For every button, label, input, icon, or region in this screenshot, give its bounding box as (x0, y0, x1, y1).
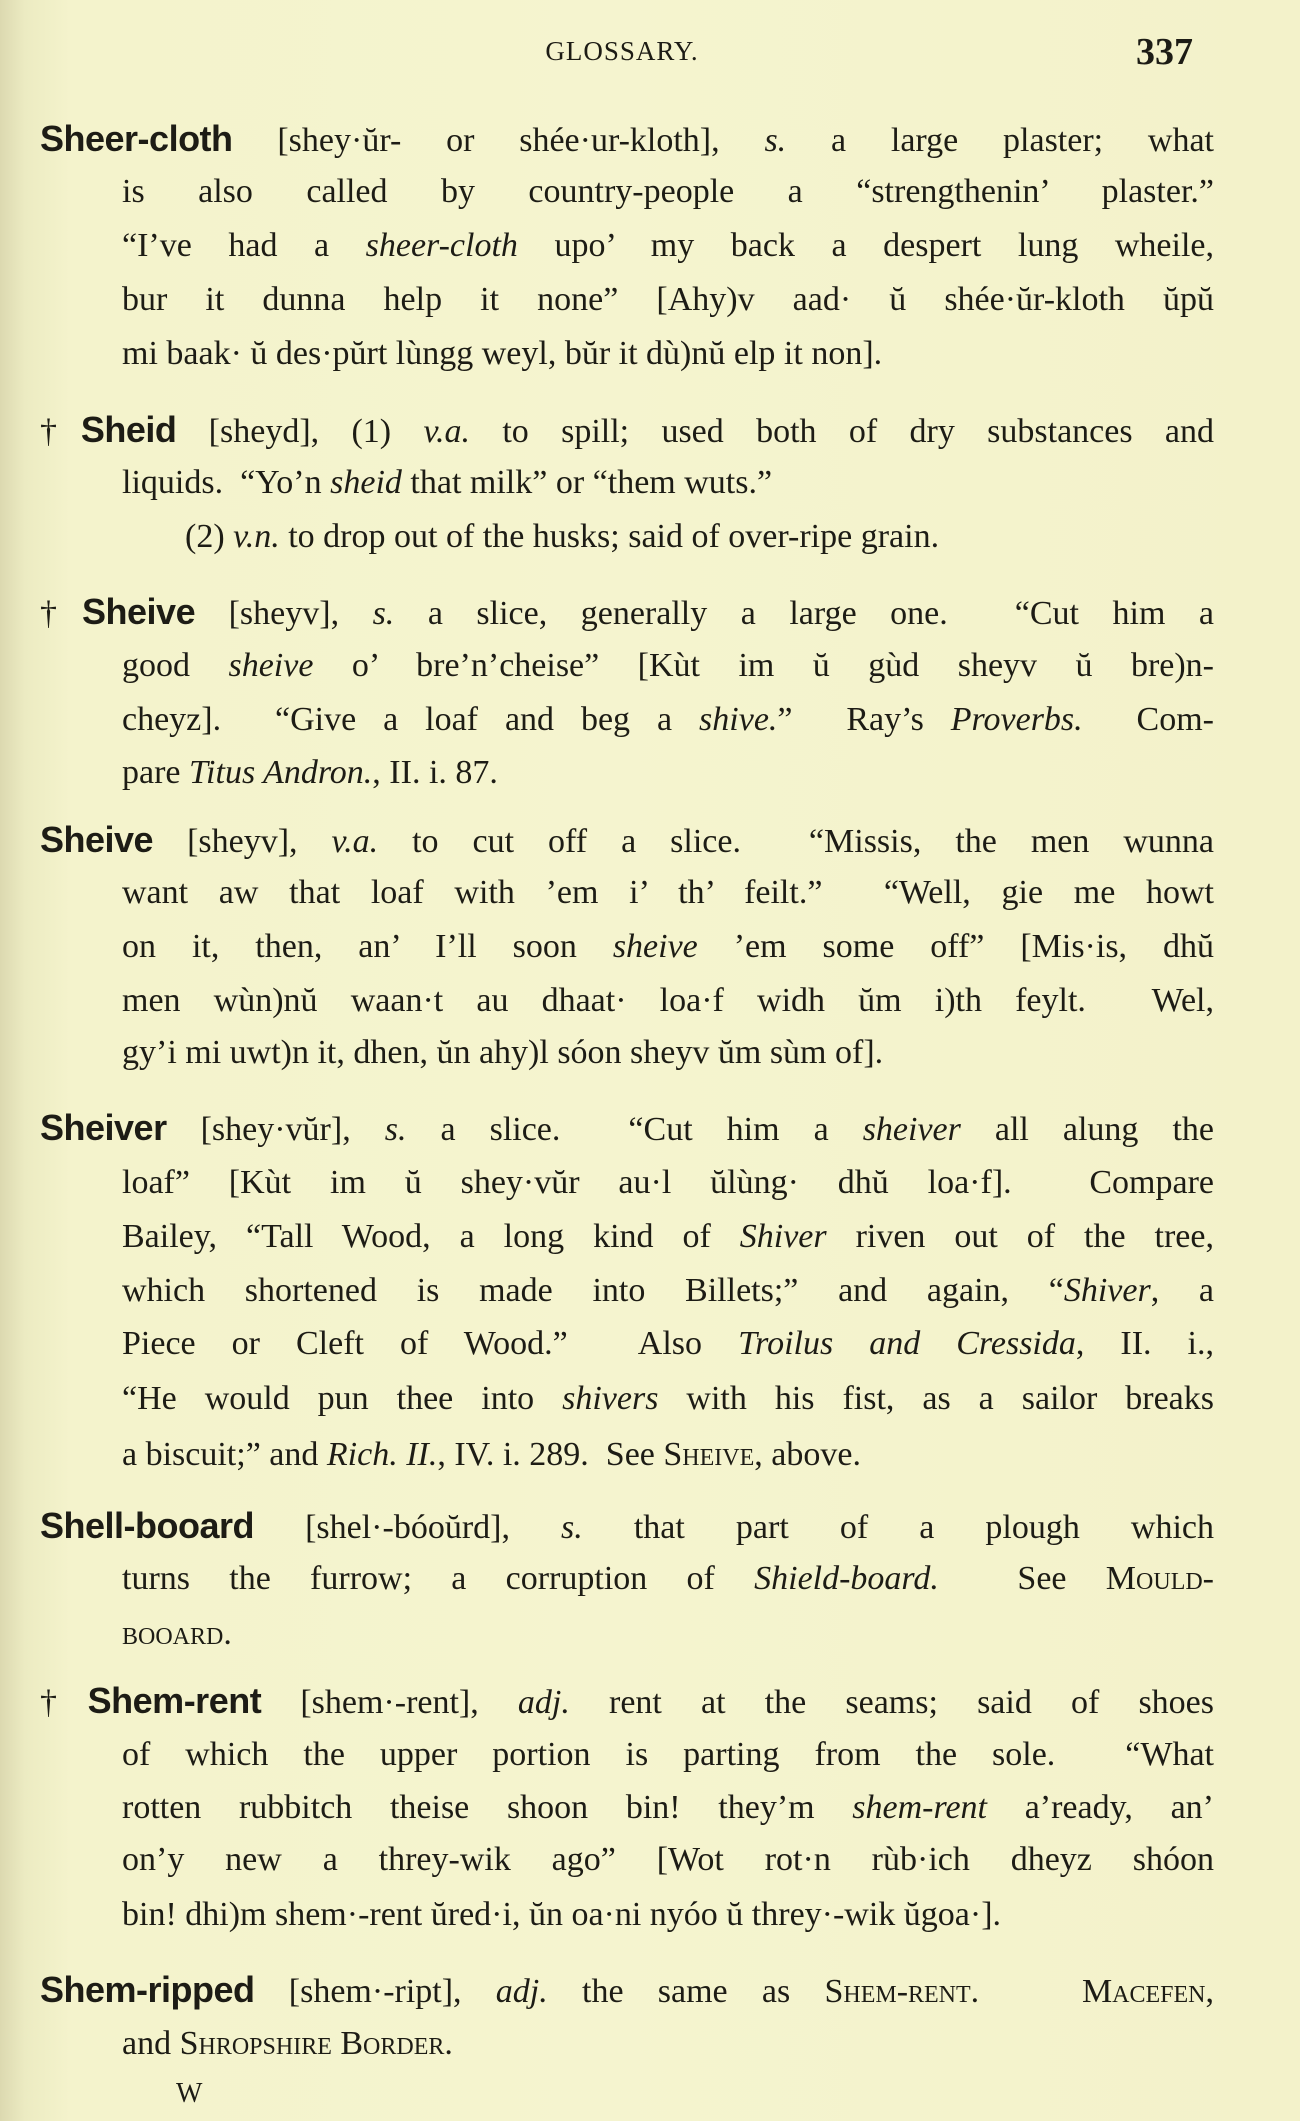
italic-text: Titus Andron. (189, 754, 373, 791)
text: that milk” or “them wuts.” (401, 464, 773, 501)
text: of which the upper portion is parting from the sole. “What (122, 1736, 1214, 1773)
text: bur it dunna help it none” [Ahy)v aad· ŭ shée·ŭr-kloth ŭpŭ (122, 281, 1214, 318)
text: Piece or Cleft of Wood.” Also (122, 1325, 739, 1362)
text: to cut off a slice. “Missis, the men wunna (378, 823, 1215, 860)
text: a biscuit;” and (122, 1436, 327, 1473)
text: [shel·-bóoŭrd], (254, 1509, 562, 1546)
text: on it, then, an’ I’ll soon (122, 928, 613, 965)
entry-line (122, 277, 1214, 323)
text: † (40, 595, 83, 632)
text: a slice. “Cut him a (406, 1111, 863, 1148)
entry-line (122, 924, 1214, 970)
text: mi baak· ŭ des·pŭrt lùngg weyl, bŭr it dù)nŭ elp it non]. (122, 335, 883, 372)
text: and (122, 2025, 180, 2062)
entry-line (40, 407, 1214, 453)
italic-text: Proverbs. (950, 701, 1083, 738)
text: [sheyv], (195, 595, 373, 632)
entry-line (122, 2021, 1214, 2067)
text: is also called by country-people a “strengthenin’ plaster.” (122, 173, 1214, 210)
italic-text: Shiver (1063, 1272, 1151, 1309)
text: [shey·vŭr], (166, 1111, 385, 1148)
text: pare (122, 754, 190, 791)
headword: Shem-ripped (40, 1969, 255, 2010)
text: loaf” [Kùt im ŭ shey·vŭr au·l ŭlùng· dhŭ loa·f]. Compare (122, 1164, 1214, 1201)
text: ’em some off” [Mis·is, dhŭ (697, 928, 1215, 965)
headword: Sheer-cloth (40, 118, 233, 159)
text: [sheyv], (153, 823, 332, 860)
entry-line (122, 1030, 1214, 1076)
text: [shem·-ript], (254, 1973, 496, 2010)
text: good (122, 647, 229, 684)
italic-text: s. (561, 1509, 583, 1546)
text: liquids. “Yo’n (122, 464, 331, 501)
entry-line (122, 1432, 1214, 1478)
entry-line (122, 1732, 1214, 1778)
italic-text: shive. (699, 701, 778, 738)
text: cheyz]. “Give a loaf and beg a (122, 701, 700, 738)
italic-text: sheer-cloth (365, 227, 518, 264)
header-title: GLOSSARY. (545, 36, 699, 66)
entry-line (122, 1214, 1214, 1260)
small-caps-text: Shem-rent. (824, 1973, 980, 2010)
text: , above. (754, 1436, 861, 1473)
text: rent at the seams; said of shoes (569, 1684, 1215, 1721)
small-caps-text: Sheive (663, 1436, 755, 1473)
entry-line (40, 1503, 1214, 1549)
headword: Sheive (40, 819, 154, 860)
entry-line (122, 460, 1214, 506)
text: that part of a plough which (582, 1509, 1214, 1546)
entry-line (122, 1376, 1214, 1422)
text: See (938, 1560, 1106, 1597)
italic-text: s. (372, 595, 395, 632)
text: a large plaster; what (786, 122, 1215, 159)
italic-text: Troilus and Cressida (738, 1325, 1076, 1362)
text: to drop out of the husks; said of over-ripe grain. (279, 518, 940, 555)
italic-text: Rich. II. (326, 1436, 438, 1473)
italic-text: v.n. (233, 518, 280, 555)
italic-text: shivers (562, 1380, 659, 1417)
headword: Sheid (80, 409, 177, 450)
italic-text: sheive (228, 647, 314, 684)
entry-line (122, 1321, 1214, 1367)
entry-line (122, 1892, 1214, 1938)
italic-text: shem-rent (852, 1789, 988, 1826)
italic-text: v.a. (331, 823, 379, 860)
headword: Sheive (82, 591, 196, 632)
italic-text: sheid (330, 464, 402, 501)
italic-text: adj. (495, 1973, 548, 2010)
text: turns the furrow; a corruption of (122, 1560, 755, 1597)
italic-text: sheive (612, 928, 698, 965)
text: with his fist, as a sailor breaks (658, 1380, 1214, 1417)
italic-text: Shiver (739, 1218, 827, 1255)
italic-text: s. (384, 1111, 407, 1148)
headword: Sheiver (40, 1107, 167, 1148)
italic-text: adj. (517, 1684, 570, 1721)
headword: Shell-booard (40, 1505, 255, 1546)
text: to spill; used both of dry substances and (470, 413, 1214, 450)
text: † (40, 413, 81, 450)
text: men wùn)nŭ waan·t au dhaat· loa·f widh ŭm i)th feylt. Wel, (122, 982, 1214, 1019)
text: , IV. i. 289. See (437, 1436, 664, 1473)
entry-line (122, 643, 1214, 689)
entry-line (122, 169, 1214, 215)
text (979, 1973, 1082, 2010)
italic-text: s. (764, 122, 787, 159)
entry-line (122, 1785, 1214, 1831)
text: gy’i mi uwt)n it, dhen, ŭn ahy)l sóon sheyv ŭm sùm of]. (122, 1034, 884, 1071)
entry-line (122, 1611, 1214, 1657)
signature-mark: W (176, 2078, 203, 2109)
text: , a (1150, 1272, 1214, 1309)
italic-text: v.a. (423, 413, 471, 450)
small-caps-text: Macefen, (1081, 1973, 1215, 2010)
text: a slice, generally a large one. “Cut him a (394, 595, 1214, 632)
small-caps-text: booard (122, 1615, 224, 1652)
text: all alung the (960, 1111, 1214, 1148)
entry-line (185, 514, 1214, 560)
entry-line (40, 589, 1214, 635)
entry-line (40, 116, 1214, 162)
text: [sheyd], (1) (176, 413, 424, 450)
page-number: 337 (1136, 31, 1193, 73)
text: , II. i. 87. (372, 754, 498, 791)
text: [shey·ŭr- or shée·ur-kloth], (232, 122, 765, 159)
text: which shortened is made into Billets;” and again, “ (122, 1272, 1064, 1309)
italic-text: Shield-board. (754, 1560, 939, 1597)
text: , II. i., (1075, 1325, 1214, 1362)
entry-line (122, 1268, 1214, 1314)
entry-line (122, 978, 1214, 1024)
text: the same as (547, 1973, 825, 2010)
text: (2) (185, 518, 234, 555)
entry-line (122, 223, 1214, 269)
text: [shem·-rent], (261, 1684, 518, 1721)
small-caps-text: Mould- (1105, 1560, 1215, 1597)
text: “I’ve had a (122, 227, 366, 264)
italic-text: sheiver (862, 1111, 961, 1148)
entry-line (40, 1105, 1214, 1151)
text: Bailey, “Tall Wood, a long kind of (122, 1218, 740, 1255)
entry-line (40, 817, 1214, 863)
text: rotten rubbitch theise shoon bin! they’m (122, 1789, 853, 1826)
entry-line (40, 1967, 1214, 2013)
text: . (223, 1615, 232, 1652)
entry-line (122, 697, 1214, 743)
text: upo’ my back a despert lung wheile, (517, 227, 1214, 264)
entry-line (122, 1837, 1214, 1883)
text: “He would pun thee into (122, 1380, 563, 1417)
text: Com- (1082, 701, 1215, 738)
entry-line (122, 750, 1214, 796)
entry-line (122, 331, 1214, 377)
text: bin! dhi)m shem·-rent ŭred·i, ŭn oa·ni nyóo ŭ threy·-wik ŭgoa·]. (122, 1896, 1002, 1933)
text: ” Ray’s (777, 701, 951, 738)
text: on’y new a threy-wik ago” [Wot rot·n rùb·ich dheyz shóon (122, 1841, 1214, 1878)
text: † (40, 1684, 88, 1721)
text: o’ bre’n’cheise” [Kùt im ŭ gùd sheyv ŭ bre)n- (313, 647, 1215, 684)
entry-line (122, 1160, 1214, 1206)
entry-line (122, 870, 1214, 916)
text: a’ready, an’ (987, 1789, 1214, 1826)
headword: Shem-rent (87, 1680, 262, 1721)
entry-line (40, 1678, 1214, 1724)
small-caps-text: Shropshire Border. (179, 2025, 453, 2062)
text: riven out of the tree, (826, 1218, 1214, 1255)
text: want aw that loaf with ’em i’ th’ feilt.” “Well, gie me howt (122, 874, 1214, 911)
entry-line (122, 1556, 1214, 1602)
